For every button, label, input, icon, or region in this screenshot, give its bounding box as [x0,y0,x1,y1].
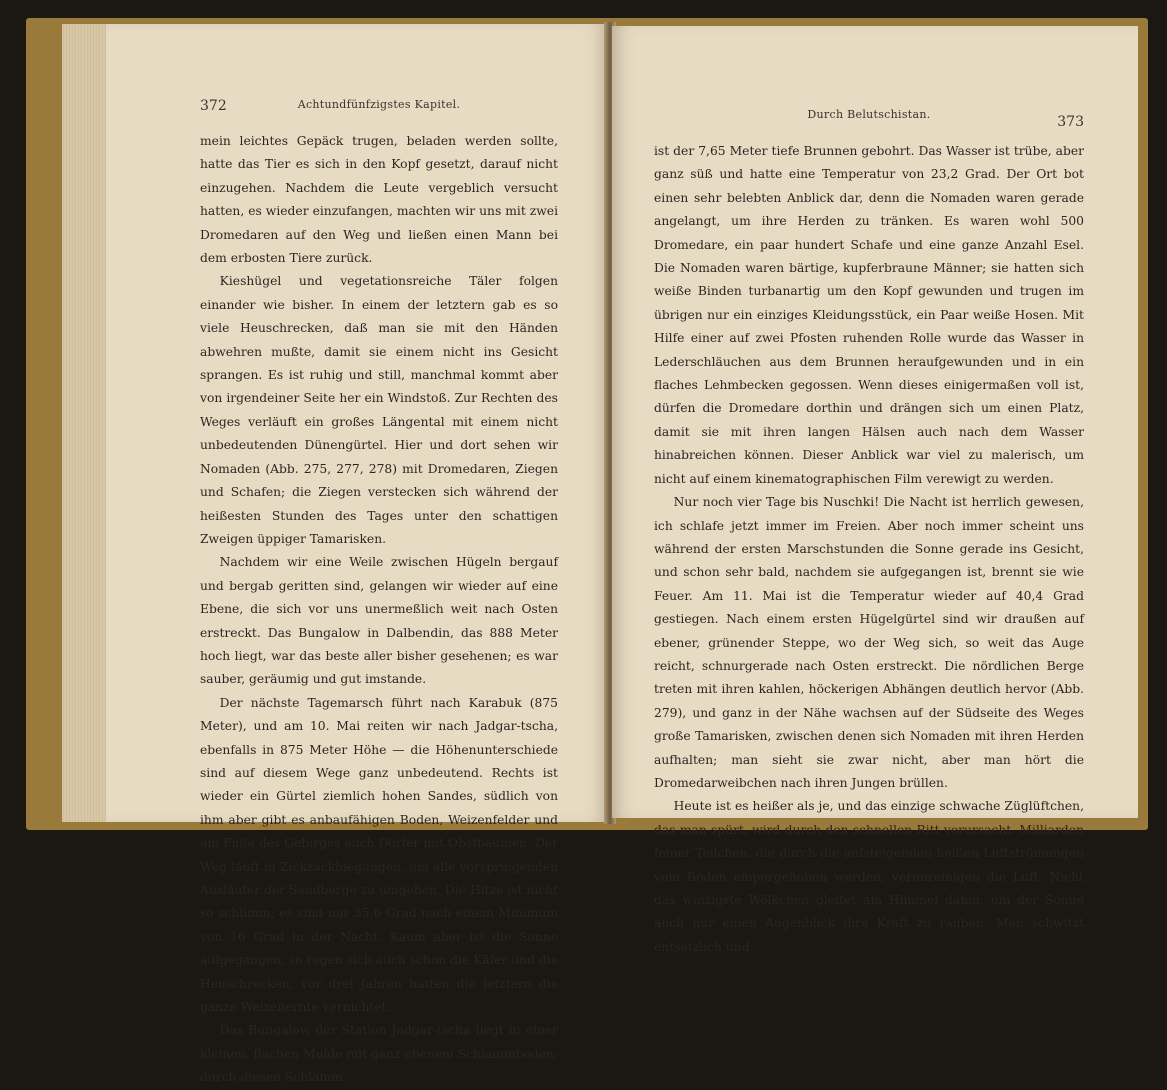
right-page-number: 373 [1057,114,1084,130]
right-paragraph-2: Nur noch vier Tage bis Nuschki! Die Nacht ist herrlich gewesen, ich schlafe jetzt immer im Freien. Aber noch immer scheint uns während der ersten Marschstunden die Sonne gerade ins Gesicht, und schon sehr bald, nachdem sie aufgegangen ist, brennt sie wie Feuer. Am 11. Mai ist die Temperatur wieder auf 40,4 Grad gestiegen. Nach einem ersten Hügelgürtel sind wir draußen auf ebener, grünender Steppe, wo der Weg sich, so weit das Auge reicht, schnurgerade nach Osten erstreckt. Die nördlichen Berge treten mit ihren kahlen, höckerigen Abhängen deutlich hervor (Abb. 279), und ganz in der Nähe wachsen auf der Südseite des Weges große Tamarisken, zwischen denen sich Nomaden mit ihren Herden aufhalten; man sieht sie zwar nicht, aber man hört die Dromedarweibchen nach ihren Jungen brüllen. [654,495,1084,790]
left-paragraph-1: mein leichtes Gepäck trugen, beladen werden sollte, hatte das Tier es sich in den Kopf gesetzt, darauf nicht einzugehen. Nachdem die Leute vergeblich versucht hatten, es wieder einzufangen, machten wir uns mit zwei Dromedaren auf den Weg und ließen einen Mann bei dem erbosten Tiere zurück. [200,134,558,266]
left-page-header [200,98,558,120]
left-paragraph-5: Das Bungalow der Station Jadgar-tscha liegt in einer kleinen, flachen Mulde mit ganz ebenem Schlammboden; durch diesen Schlamm [200,1023,558,1085]
left-paragraph-2: Kieshügel und vegetationsreiche Täler folgen einander wie bisher. In einem der letztern gab es so viele Heuschrecken, daß man sie mit den Händen abwehren mußte, damit sie einem nicht ins Gesicht sprangen. Es ist ruhig und still, manchmal kommt aber von irgendeiner Seite her ein Windstoß. Zur Rechten des Weges verläuft ein großes Längental mit einem nicht unbedeutenden Dünengürtel. Hier und dort sehen wir Nomaden (Abb. 275, 277, 278) mit Dromedaren, Ziegen und Schafen; die Ziegen verstecken sich während der heißesten Stunden des Tages unter den schattigen Zweigen üppiger Tamarisken. [200,274,558,546]
right-page [612,26,1138,954]
right-paragraph-3: Heute ist es heißer als je, und das einzige schwache Züglüftchen, das man spürt, wird durch den schnellen Ritt verursacht. Milliarden feiner Teilchen, die durch die aufsteigenden heißen Luftströmungen vom Boden emporgehoben werden, verunreinigen die Luft. Nicht das winzigste Wölkchen gleitet am Himmel dahin, um der Sonne auch nur einen Augenblick ihre Kraft zu rauben. Man schwitzt entsetzlich und [654,799,1084,954]
left-page [106,24,608,1085]
right-running-head: Durch Belutschistan. [807,108,931,121]
left-paragraph-3: Nachdem wir eine Weile zwischen Hügeln bergauf und bergab geritten sind, gelangen wir wieder auf eine Ebene, die sich vor uns unermeßlich weit nach Osten erstreckt. Das Bungalow in Dalbendin, das 888 Meter hoch liegt, war das beste aller bisher gesehenen; es war sauber, geräumig und gut imstande. [200,555,558,687]
left-running-head: Achtundfünfzigstes Kapitel. [297,98,461,111]
right-page-header [654,108,1084,130]
left-page-number: 372 [200,98,227,114]
left-paragraph-4: Der nächste Tagemarsch führt nach Karabuk (875 Meter), und am 10. Mai reiten wir nach Jadgar-tscha, ebenfalls in 875 Meter Höhe — die Höhenunterschiede sind auf diesem Wege ganz unbedeutend. Rechts ist wieder ein Gürtel ziemlich hohen Sandes, südlich von ihm aber gibt es anbaufähigen Boden, Weizenfelder und am Fuße des Gebirges auch Dörfer mit Obstbäumen. Der Weg läuft in Zickzackbiegungen, um alle vorspringenden Ausläufer der Sandberge zu umgehen. Die Hitze ist nicht so schlimm; es sind nur 35,6 Grad nach einem Minimum von 16 Grad in der Nacht. Kaum aber ist die Sonne aufgegangen, so regen sich auch schon die Käfer und die Heuschrecken; vor drei Jahren hatten die letztern die ganze Weizenernte vernichtet. [200,695,558,1015]
right-paragraph-1: ist der 7,65 Meter tiefe Brunnen gebohrt. Das Wasser ist trübe, aber ganz süß und hatte eine Temperatur von 23,2 Grad. Der Ort bot einen sehr belebten Anblick dar, denn die Nomaden waren gerade angelangt, um ihre Herden zu tränken. Es waren wohl 500 Dromedare, ein paar hundert Schafe und eine ganze Anzahl Esel. Die Nomaden waren bärtige, kupferbraune Männer; sie hatten sich weiße Binden turbanartig um den Kopf gewunden und trugen im übrigen nur ein einziges Kleidungsstück, ein Paar weiße Hosen. Mit Hilfe einer auf zwei Pfosten ruhenden Rolle wurde das Wasser in Lederschläuchen aus dem Brunnen heraufgewunden und in ein flaches Lehmbecken gegossen. Wenn dieses einigermaßen voll ist, dürfen die Dromedare dorthin und drängen sich um einen Platz, damit sie mit ihren langen Hälsen auch nach dem Wasser hinabreichen können. Dieser Anblick war viel zu malerisch, um nicht auf einem kinematographischen Film verewigt zu werden. [654,144,1084,486]
